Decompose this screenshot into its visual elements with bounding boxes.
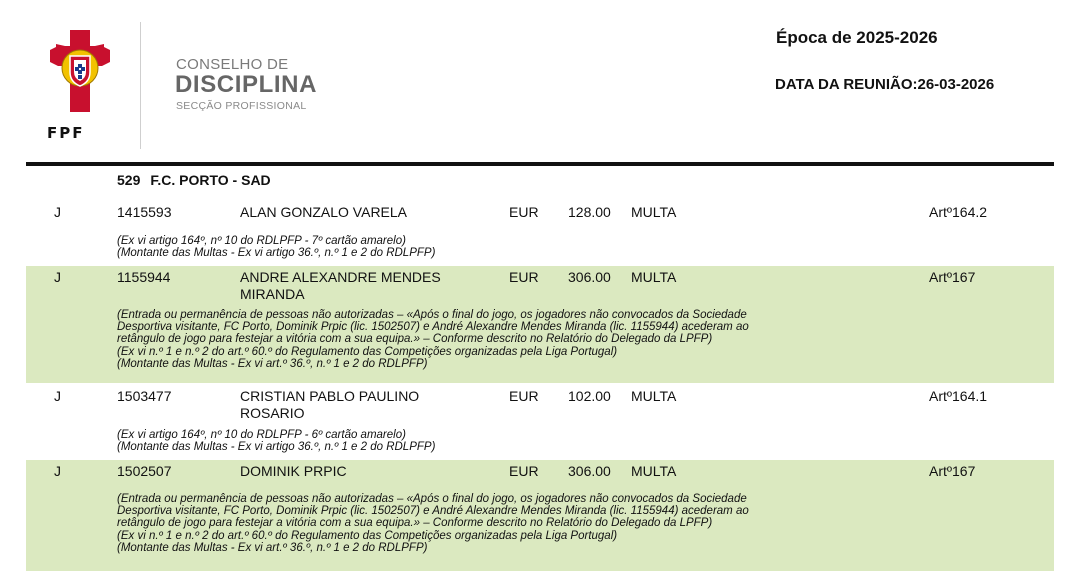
fpf-crest-icon <box>48 28 112 116</box>
row-currency: EUR <box>509 388 539 404</box>
row-amount: 306.00 <box>568 463 611 479</box>
row-player-name: ALAN GONZALO VARELA <box>240 204 408 220</box>
row-type: J <box>54 269 61 285</box>
row-amount: 128.00 <box>568 204 611 220</box>
row-license: 1155944 <box>117 269 171 285</box>
row-article: Artº167 <box>929 269 976 285</box>
row-type: J <box>54 204 61 220</box>
row-amount: 102.00 <box>568 388 611 404</box>
club-number: 529 <box>117 172 141 188</box>
table-row <box>26 199 1054 266</box>
row-article: Artº164.2 <box>929 204 988 220</box>
row-type: J <box>54 388 61 404</box>
row-sanction: MULTA <box>631 269 677 285</box>
meeting-date: DATA DA REUNIÃO:26-03-2026 <box>775 76 995 93</box>
row-currency: EUR <box>509 269 539 285</box>
row-sanction: MULTA <box>631 388 677 404</box>
row-license: 1415593 <box>117 204 172 220</box>
table-row <box>26 266 1054 383</box>
row-article: Artº167 <box>929 463 976 479</box>
row-player-name: CRISTIAN PABLO PAULINO ROSARIO <box>240 388 420 421</box>
row-type: J <box>54 463 61 479</box>
table-row <box>26 383 1054 460</box>
row-license: 1502507 <box>117 463 172 479</box>
header-divider <box>140 22 141 149</box>
conselho-line1: CONSELHO DE <box>176 56 289 73</box>
row-player-name: ANDRE ALEXANDRE MENDES MIRANDA <box>240 269 441 302</box>
row-license: 1503477 <box>117 388 172 404</box>
row-currency: EUR <box>509 204 539 220</box>
fpf-logo-text: FPF <box>47 124 85 142</box>
club-heading <box>117 172 271 188</box>
conselho-line2: DISCIPLINA <box>175 71 318 98</box>
row-article: Artº164.1 <box>929 388 988 404</box>
row-currency: EUR <box>509 463 539 479</box>
season-title: Época de 2025-2026 <box>776 28 938 47</box>
row-amount: 306.00 <box>568 269 611 285</box>
row-notes: (Ex vi artigo 164º, nº 10 do RDLPFP - 6º cartão amarelo) (Montante das Multas - Ex vi artigo 36.º, n.º 1 e 2 do RDLPFP) <box>117 429 436 454</box>
row-sanction: MULTA <box>631 463 677 479</box>
row-notes: (Ex vi artigo 164º, nº 10 do RDLPFP - 7º cartão amarelo) (Montante das Multas - Ex vi artigo 36.º, n.º 1 e 2 do RDLPFP) <box>117 235 436 260</box>
conselho-line3: SECÇÃO PROFISSIONAL <box>176 100 307 112</box>
row-sanction: MULTA <box>631 204 677 220</box>
row-player-name: DOMINIK PRPIC <box>240 463 347 479</box>
row-notes: (Entrada ou permanência de pessoas não autorizadas – «Após o final do jogo, os jogadores não convocados da Sociedade Desportiva visitante, FC Porto, Dominik Prpic (lic. 1502507) e André Alexandre Mendes Miranda (lic. 1155944) acederam ao retângulo de jogo para festejar a vitória com a sua equipa.» – Conforme descrito no Relatório do Delegado da LPFP) (Ex vi n.º 1 e n.º 2 do art.º 60.º do Regulamento das Competições organizadas pela Liga Portugal) (Montante das Multas - Ex vi art.º 36.º, n.º 1 e 2 do RDLPFP) <box>117 493 749 554</box>
row-notes: (Entrada ou permanência de pessoas não autorizadas – «Após o final do jogo, os jogadores não convocados da Sociedade Desportiva visitante, FC Porto, Dominik Prpic (lic. 1502507) e André Alexandre Mendes Miranda (lic. 1155944) acederam ao retângulo de jogo para festejar a vitória com a sua equipa.» – Conforme descrito no Relatório do Delegado da LPFP) (Ex vi n.º 1 e n.º 2 do art.º 60.º do Regulamento das Competições organizadas pela Liga Portugal) (Montante das Multas - Ex vi art.º 36.º, n.º 1 e 2 do RDLPFP) <box>117 309 749 370</box>
table-row <box>26 460 1054 571</box>
header-rule <box>26 162 1054 166</box>
club-name: F.C. PORTO - SAD <box>150 172 271 188</box>
